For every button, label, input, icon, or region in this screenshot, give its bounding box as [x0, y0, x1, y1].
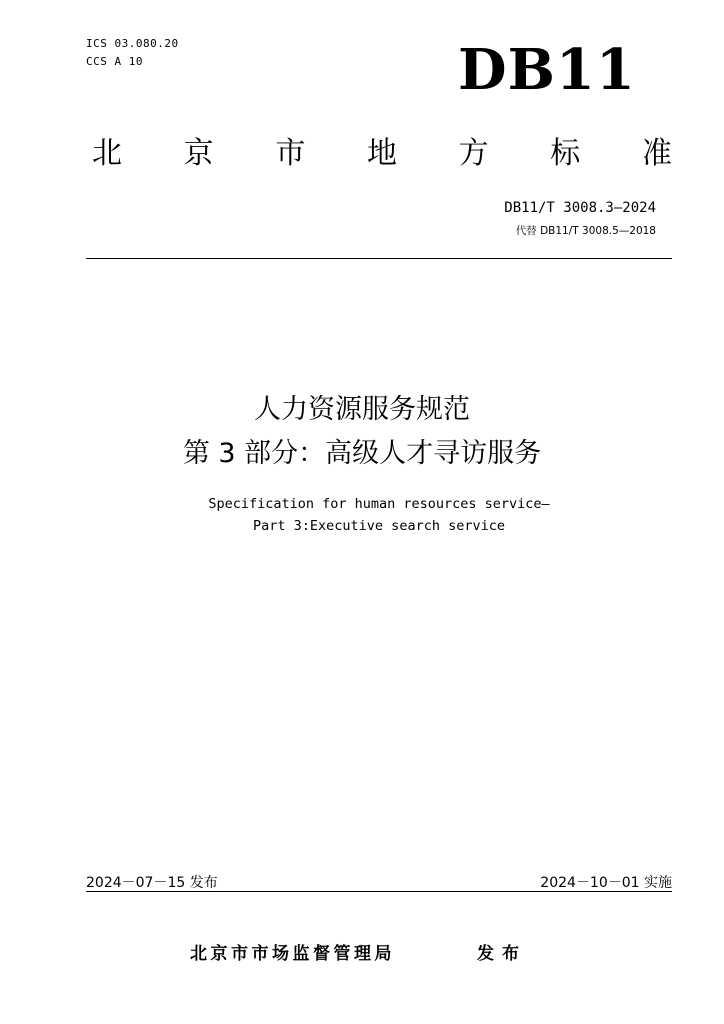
standard-type-char: 北 [92, 136, 122, 171]
issue-action: 发布 [477, 944, 527, 964]
ccs-code: CCS A 10 [86, 55, 143, 68]
chinese-title-line-2: 第 3 部分：高级人才寻访服务 [182, 438, 542, 469]
standard-type-char: 方 [458, 136, 489, 171]
chinese-title-line-1: 人力资源服务规范 [254, 394, 470, 425]
issue-date: 2024－07－15 发布 [86, 875, 218, 891]
english-title-line-2: Part 3:Executive search service [253, 518, 505, 534]
db11-logo: DB11 [458, 37, 636, 103]
issuing-authority: 北京市市场监督管理局 [190, 944, 395, 964]
standard-type-char: 准 [641, 136, 672, 171]
replaces-standard: 代替 DB11/T 3008.5—2018 [515, 225, 656, 237]
standard-type-char: 市 [275, 136, 306, 171]
standard-number: DB11/T 3008.3—2024 [504, 200, 656, 216]
standard-type-title [92, 136, 672, 172]
ics-code: ICS 03.080.20 [86, 37, 179, 50]
standard-type-char: 标 [550, 136, 581, 171]
standard-type-char: 京 [183, 136, 214, 171]
standard-type-char: 地 [366, 136, 397, 171]
bottom-divider [86, 891, 672, 892]
implementation-date: 2024－10－01 实施 [540, 875, 672, 891]
english-title-line-1: Specification for human resources service— [208, 496, 550, 512]
top-divider [86, 258, 672, 259]
